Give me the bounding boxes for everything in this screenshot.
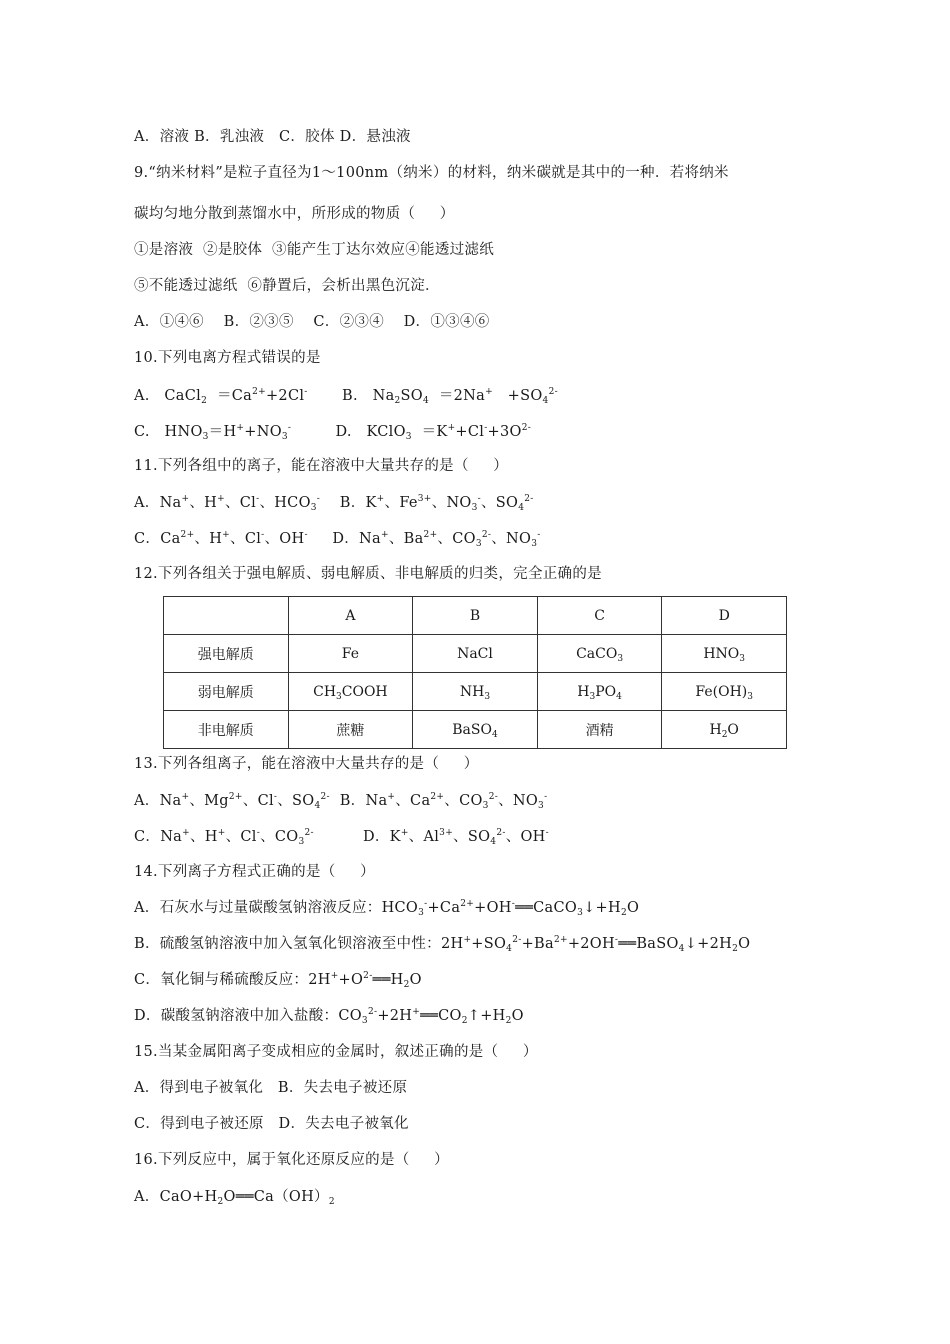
- electrolyte-table: [163, 596, 787, 749]
- table-cell: $CH_3COOH$: [288, 673, 413, 711]
- table-cell: $Fe(OH)_3$: [662, 673, 787, 711]
- q9-items-1: ①是溶液 ②是胶体 ③能产生丁达尔效应④能透过滤纸: [134, 242, 495, 258]
- q10-options-ab: A. CaCl$_2$ $=Ca^{2+}+2Cl^-$ B. $Na_2SO_4 =2Na^+ +SO_4^{2-}$: [134, 387, 558, 406]
- table-row: [164, 711, 787, 749]
- table-cell: Fe: [288, 635, 413, 673]
- q13-stem: 13.下列各组离子，能在溶液中大量共存的是（ ）: [134, 756, 479, 772]
- q10-options-cd: C. $HNO_3=H^++NO_3^-$ D. KClO$_3$ $=K^++Cl^-+3O^{2-}$: [134, 423, 532, 442]
- table-cell: NaCl: [413, 635, 538, 673]
- table-header-cell: [164, 597, 289, 635]
- table-cell: $H_2O$: [662, 711, 787, 749]
- q9-stem-2: 碳均匀地分散到蒸馏水中，所形成的物质（ ）: [134, 206, 455, 222]
- q14-option-c: C．氧化铜与稀硫酸反应：$2H^++O^{2-}══H_2O$: [134, 971, 422, 990]
- q9-items-2: ⑤不能透过滤纸 ⑥静置后，会析出黑色沉淀．: [134, 278, 440, 294]
- q15-options-cd: C．得到电子被还原 D．失去电子被氧化: [134, 1116, 409, 1132]
- q9-stem-1: 9.“纳米材料”是粒子直径为1～100nm（纳米）的材料，纳米碳就是其中的一种．若将纳米: [134, 165, 729, 181]
- table-header-row: [164, 597, 787, 635]
- table-header-cell: B: [413, 597, 538, 635]
- table-row: [164, 673, 787, 711]
- q15-options-ab: A．得到电子被氧化 B．失去电子被还原: [134, 1080, 408, 1096]
- q12-stem: 12.下列各组关于强电解质、弱电解质、非电解质的归类，完全正确的是: [134, 566, 602, 582]
- table-cell: $H_3PO_4$: [537, 673, 662, 711]
- table-cell: 蔗糖: [288, 711, 413, 749]
- table-cell: 非电解质: [164, 711, 289, 749]
- table-header-cell: D: [662, 597, 787, 635]
- table-cell: CaCO$_3$: [537, 635, 662, 673]
- table-row: [164, 635, 787, 673]
- q14-option-d: D．碳酸氢钠溶液中加入盐酸：$CO_3^{2-}+2H^+══CO_2↑+H_2O$: [134, 1007, 524, 1026]
- q13-options-ab: A．Na+、$Mg^{2+}$、Cl-、$SO_4^{2-}$ B．Na+、$Ca^{2+}$、$CO_3^{2-}$、$NO_3^-$: [134, 792, 548, 811]
- table-cell: 强电解质: [164, 635, 289, 673]
- table-cell: BaSO$_4$: [413, 711, 538, 749]
- q9-options: A．①④⑥ B．②③⑤ C．②③④ D．①③④⑥: [134, 314, 490, 330]
- q13-options-cd: C．Na+、H+、Cl-、$CO_3^{2-}$ D．K+、$Al^{3+}$、$SO_4^{2-}$、OH-: [134, 828, 549, 847]
- q11-options-ab: A．Na+、H+、Cl-、$HCO_3^-$ B．K+、$Fe^{3+}$、$NO_3^-$、$SO_4^{2-}$: [134, 494, 534, 513]
- table-header-cell: C: [537, 597, 662, 635]
- q11-stem: 11.下列各组中的离子，能在溶液中大量共存的是（ ）: [134, 458, 509, 474]
- q14-stem: 14.下列离子方程式正确的是（ ）: [134, 864, 375, 880]
- table-cell: 酒精: [537, 711, 662, 749]
- table-cell: $HNO_3$: [662, 635, 787, 673]
- q11-options-cd: C．$Ca^{2+}$、H+、Cl-、OH- D．Na+、$Ba^{2+}$、$CO_3^{2-}$、$NO_3^-$: [134, 530, 541, 549]
- table-header-cell: A: [288, 597, 413, 635]
- q16-stem: 16.下列反应中，属于氧化还原反应的是（ ）: [134, 1152, 449, 1168]
- table-cell: $NH_3$: [413, 673, 538, 711]
- table-cell: 弱电解质: [164, 673, 289, 711]
- q16-option-a: A．$CaO+H_2O══Ca(OH)_2$: [134, 1189, 335, 1207]
- q14-option-b: B．硫酸氢钠溶液中加入氢氧化钡溶液至中性：$2H^++SO_4^{2-}+Ba^{2+}+2OH^-══BaSO_4↓+2H_2O$: [134, 935, 751, 954]
- q15-stem: 15.当某金属阳离子变成相应的金属时，叙述正确的是（ ）: [134, 1044, 538, 1060]
- q8-options: A．溶液 B．乳浊液 C．胶体 D．悬浊液: [134, 129, 411, 145]
- q10-stem: 10.下列电离方程式错误的是: [134, 350, 321, 366]
- q14-option-a: A．石灰水与过量碳酸氢钠溶液反应：$HCO_3^-+Ca^{2+}+OH^-══CaCO_3↓+H_2O$: [134, 899, 640, 918]
